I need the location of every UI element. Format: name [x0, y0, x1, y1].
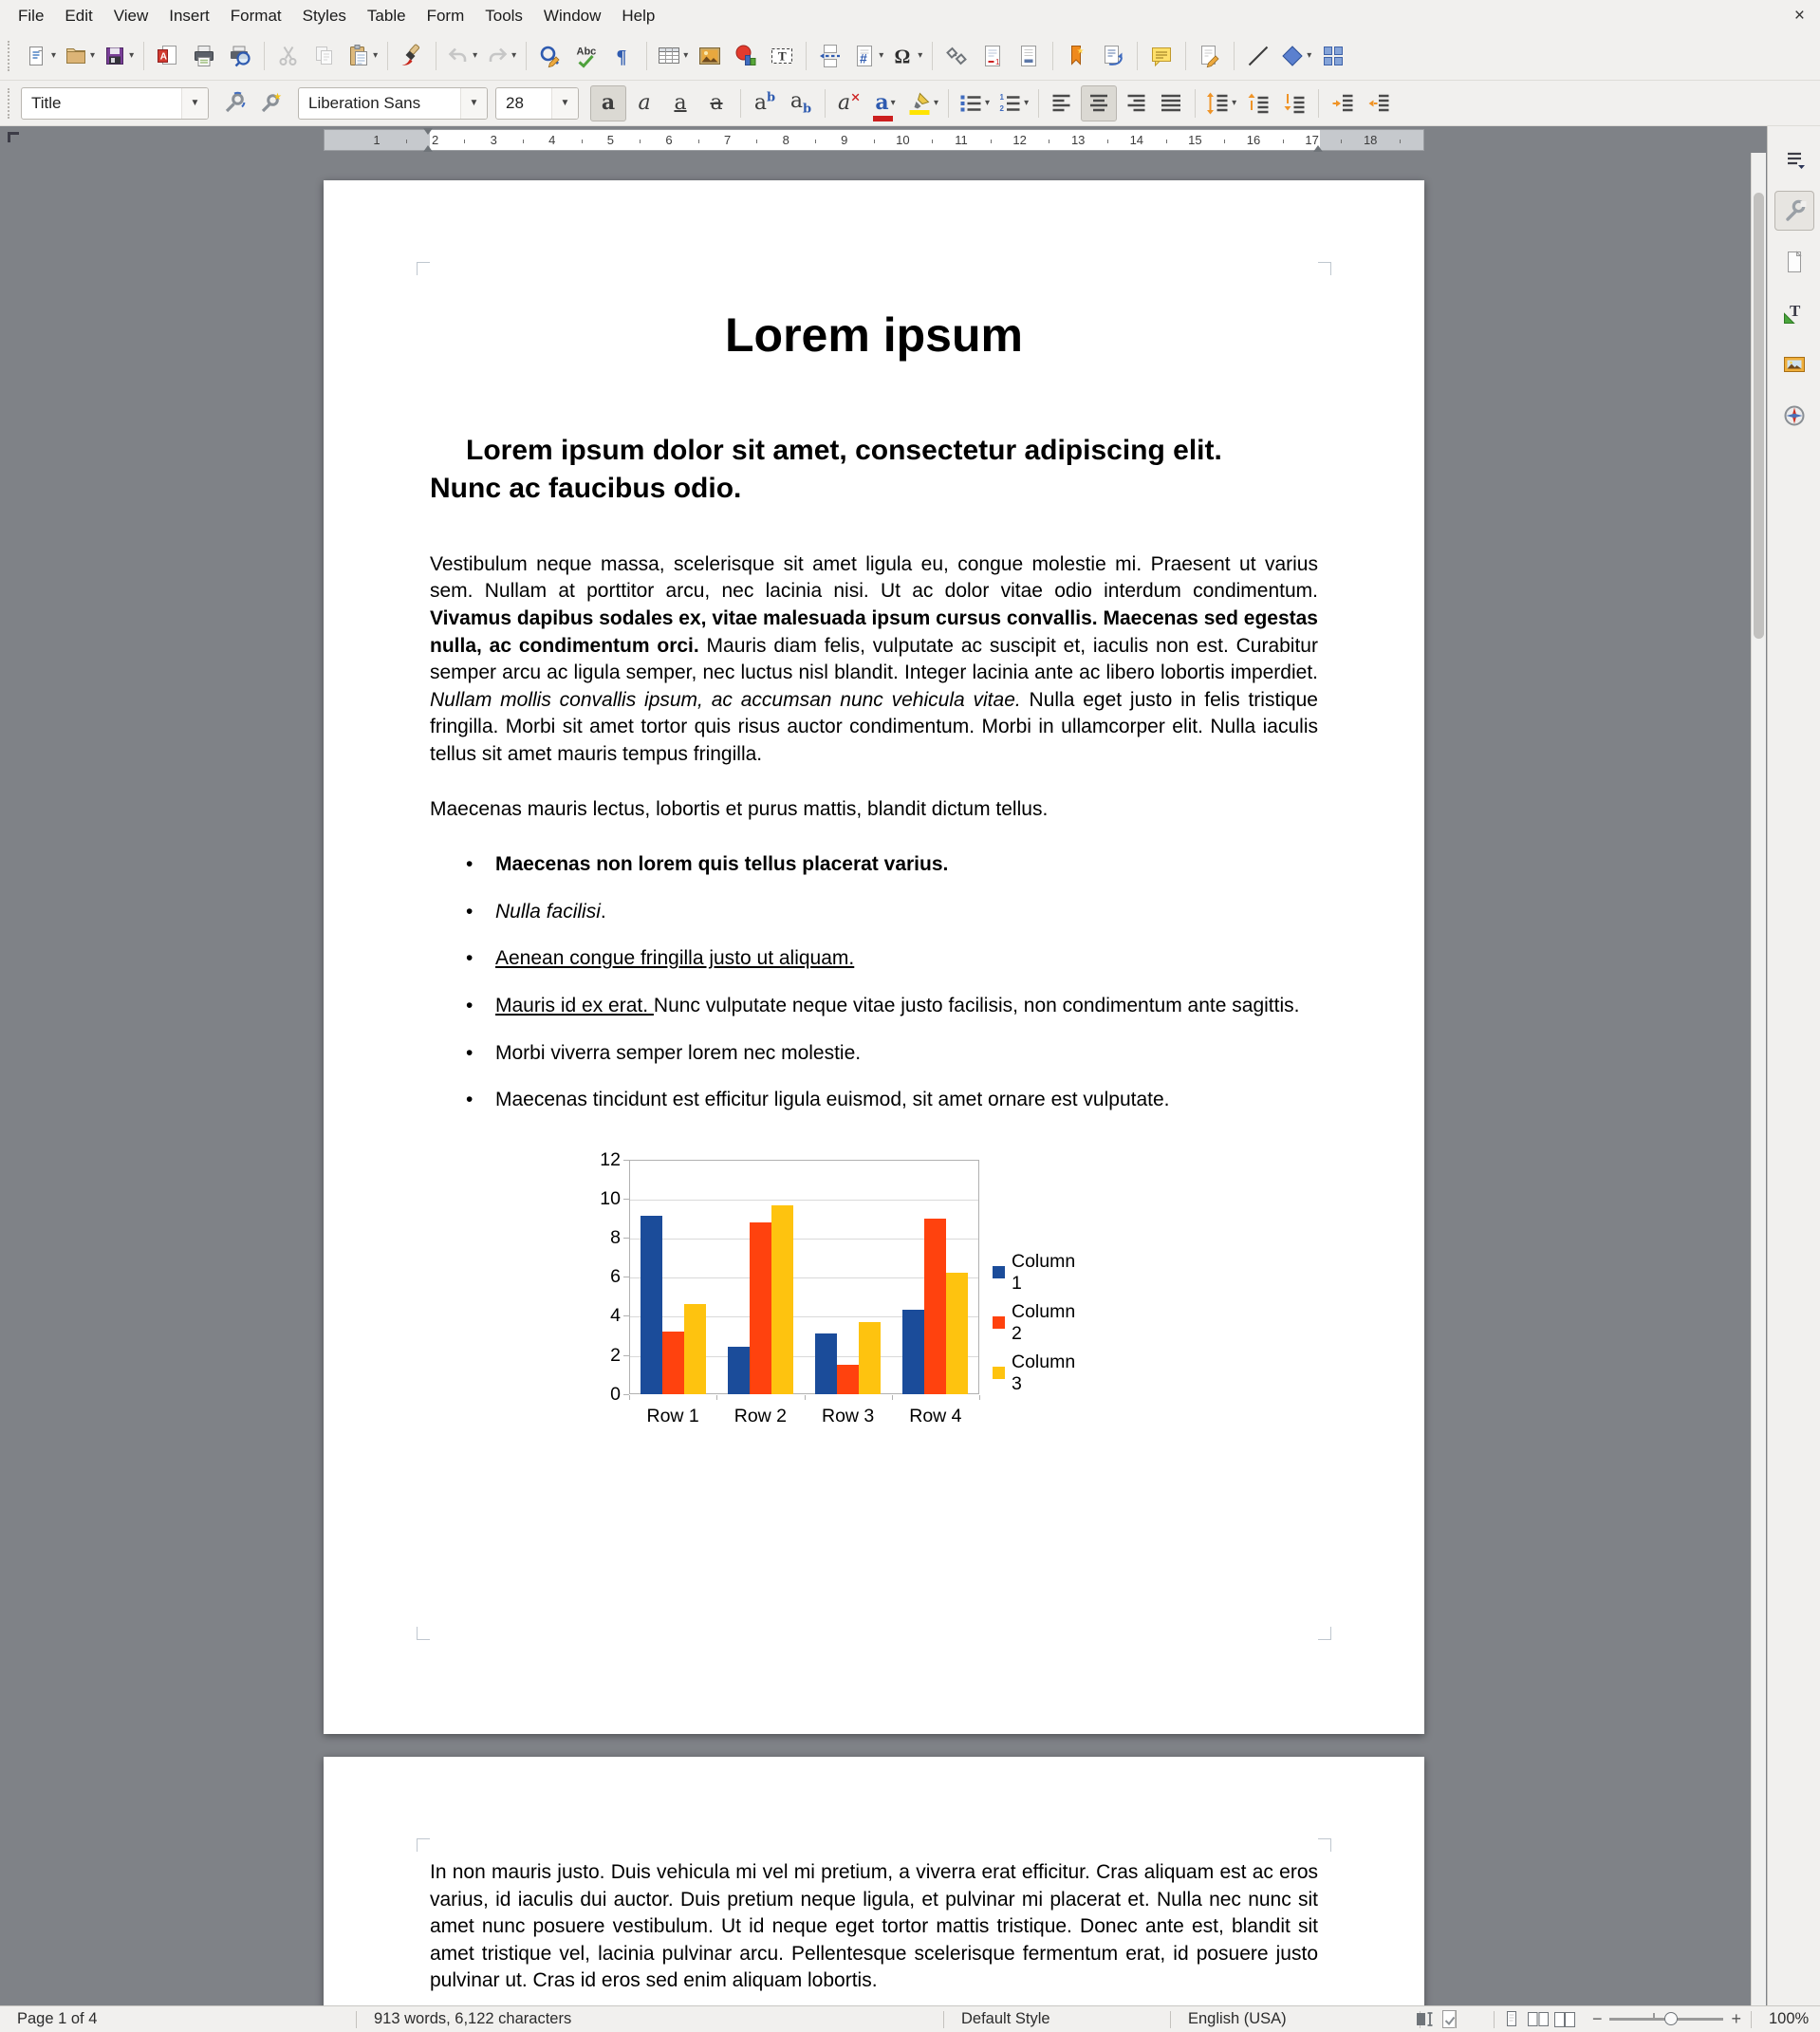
- redo-button[interactable]: [481, 37, 520, 75]
- word-count-status[interactable]: 913 words, 6,122 characters: [374, 2010, 572, 2027]
- insert-text-box-icon: [770, 44, 794, 68]
- strikethrough-icon: a: [710, 90, 723, 115]
- chart-bar: [662, 1332, 684, 1394]
- redo-dropdown-arrow[interactable]: ▾: [511, 50, 517, 61]
- menu-insert[interactable]: Insert: [169, 6, 210, 25]
- document-page-2[interactable]: [324, 1757, 1424, 2005]
- ruler-number: 11: [955, 133, 968, 147]
- highlighting-color-button[interactable]: [903, 85, 942, 121]
- show-draw-functions-button[interactable]: [1315, 37, 1351, 75]
- chart-bar: [902, 1310, 924, 1394]
- insert-bookmark-icon: [1065, 44, 1089, 68]
- undo-icon: [446, 44, 471, 68]
- save-icon: [102, 44, 127, 68]
- menu-file[interactable]: File: [18, 6, 45, 25]
- clear-formatting-button[interactable]: [831, 85, 867, 121]
- ruler-number: 3: [490, 133, 497, 147]
- chart-bar: [837, 1365, 859, 1394]
- chart-bar: [946, 1273, 968, 1394]
- book-view-icon[interactable]: [1552, 2007, 1577, 2032]
- menu-styles[interactable]: Styles: [302, 6, 346, 25]
- legend-entry: Column 3: [993, 1352, 1089, 1395]
- chevron-down-icon[interactable]: ▼: [460, 88, 487, 119]
- bold-button[interactable]: [590, 85, 626, 121]
- spelling-icon: [574, 44, 599, 68]
- strikethrough-button[interactable]: [698, 85, 734, 121]
- first-line-indent-marker[interactable]: [423, 128, 433, 140]
- ruler-number: 15: [1188, 133, 1202, 147]
- insert-bookmark-button[interactable]: [1059, 37, 1095, 75]
- show-draw-functions-icon: [1321, 44, 1346, 68]
- legend-entry: Column 1: [993, 1251, 1089, 1295]
- insert-text-box-button[interactable]: [764, 37, 800, 75]
- sidebar-properties-button[interactable]: [1774, 191, 1814, 231]
- paragraph-style-combo[interactable]: [21, 87, 209, 120]
- paragraph-style-value: Title: [31, 93, 62, 112]
- print-preview-button[interactable]: [222, 37, 258, 75]
- new-document-icon: [25, 44, 49, 68]
- basic-shapes-icon: [1280, 44, 1305, 68]
- svg-text:2: 2: [999, 103, 1005, 113]
- zoom-slider[interactable]: [1592, 2009, 1741, 2029]
- increase-paragraph-spacing-button[interactable]: [1240, 85, 1276, 121]
- unordered-list-button[interactable]: [955, 85, 994, 121]
- undo-button[interactable]: [442, 37, 481, 75]
- paragraph-1[interactable]: Vestibulum neque massa, scelerisque sit amet ligula eu, congue molestie mi. Praesent ut varius sem. Nullam at porttitor arcu, nec lacinia nisi. Ut ac dolor vitae odio interdum condimentum. Vivamus dapibus sodales ex, vitae malesuada ipsum cursus convallis. Maecenas sed egestas nulla, ac condimentum orci. Mauris diam felis, vulputate ac suscipit et, iaculis non est. Curabitur semper arcu ac ligula semper, nec luctus nisl blandit. Integer lacinia ante ac libero lobortis imperdiet. Nullam mollis convallis ipsum, ac accumsan nunc vehicula vitae. Nulla eget justo in felis tristique fringilla. Morbi sit amet tortor quis risus auctor condimentum. Morbi in ullamcorper elit. Nulla iaculis tellus sit amet mauris tempus fringilla.: [430, 552, 1318, 766]
- list-item[interactable]: • Nulla facilisi.: [430, 899, 1318, 926]
- gallery-icon: [1782, 352, 1807, 377]
- styles-icon: [1782, 301, 1807, 326]
- decrease-paragraph-spacing-button[interactable]: [1276, 85, 1312, 121]
- open-dropdown-arrow[interactable]: ▾: [90, 50, 96, 61]
- insert-field-button[interactable]: [848, 37, 887, 75]
- menu-format[interactable]: Format: [230, 6, 282, 25]
- print-direct-button[interactable]: [186, 37, 222, 75]
- new-style-icon: [258, 91, 283, 116]
- ordered-list-dropdown-arrow[interactable]: ▾: [1024, 98, 1030, 108]
- svg-text:¶: ¶: [616, 46, 627, 67]
- font-color-icon: a: [875, 92, 888, 114]
- italic-button[interactable]: [626, 85, 662, 121]
- zoom-level-status[interactable]: 100%: [1769, 2010, 1810, 2027]
- track-changes-button[interactable]: [1192, 37, 1228, 75]
- insert-special-character-dropdown-arrow[interactable]: ▾: [918, 50, 923, 61]
- right-indent-marker[interactable]: [1313, 140, 1323, 152]
- list-item[interactable]: • Maecenas tincidunt est efficitur ligula euismod, sit amet ornare est vulputate.: [430, 1087, 1318, 1114]
- paragraph-2[interactable]: Maecenas mauris lectus, lobortis et purus mattis, blandit dictum tellus.: [430, 797, 1049, 820]
- insert-image-icon: [697, 44, 722, 68]
- unordered-list-dropdown-arrow[interactable]: ▾: [985, 98, 991, 108]
- line-spacing-button[interactable]: [1201, 85, 1240, 121]
- new-document-dropdown-arrow[interactable]: ▾: [51, 50, 57, 61]
- menu-edit[interactable]: Edit: [65, 6, 93, 25]
- decrease-paragraph-spacing-icon: [1282, 91, 1307, 116]
- insert-comment-icon: [1149, 44, 1174, 68]
- toolbar-drag-handle[interactable]: [8, 88, 13, 119]
- font-size-value: 28: [506, 93, 524, 112]
- chart-bar: [728, 1347, 750, 1393]
- update-style-icon: [222, 91, 247, 116]
- menu-window[interactable]: Window: [543, 6, 602, 25]
- new-document-button[interactable]: [21, 37, 60, 75]
- chart-y-tick-label: 4: [610, 1305, 621, 1327]
- document-title[interactable]: Lorem ipsum: [725, 308, 1023, 362]
- insert-footnote-icon: [980, 44, 1005, 68]
- sidebar-page-button[interactable]: [1774, 242, 1814, 282]
- save-dropdown-arrow[interactable]: ▾: [129, 50, 135, 61]
- navigator-icon: [1782, 403, 1807, 428]
- svg-text:Abc: Abc: [576, 46, 597, 57]
- spelling-button[interactable]: [568, 37, 604, 75]
- list-item[interactable]: • Mauris id ex erat. Nunc vulputate neque vitae justo facilisis, non condimentum ante sagittis.: [430, 993, 1318, 1020]
- svg-text:T: T: [778, 48, 787, 63]
- ruler-number: 2: [431, 133, 439, 147]
- menu-form[interactable]: Form: [426, 6, 465, 25]
- ordered-list-icon: [997, 91, 1022, 116]
- ruler-number: 16: [1246, 133, 1261, 147]
- insert-endnote-button[interactable]: [1011, 37, 1047, 75]
- ruler-number: 4: [548, 133, 556, 147]
- formatting-marks-button[interactable]: [604, 37, 641, 75]
- insert-cross-reference-icon: [1101, 44, 1125, 68]
- align-center-button[interactable]: [1081, 85, 1117, 121]
- chart-y-tick-label: 12: [600, 1148, 621, 1170]
- insert-table-icon: [657, 44, 681, 68]
- ruler-number: 13: [1070, 133, 1086, 147]
- digital-signature-icon[interactable]: [1438, 2007, 1462, 2032]
- increase-indent-button[interactable]: [1325, 85, 1361, 121]
- page2-paragraph[interactable]: In non mauris justo. Duis vehicula mi vel mi pretium, a viverra erat efficitur. Cras aliquam est ac eros varius, id iaculis dui auctor. Duis pretium neque ligula, et pulvinar mi placerat et. Nulla nec nunc sit amet nunc posuere vestibulum. Ut id neque eget tortor mattis tristique. Donec ante est, blandit sit amet tristique vel, lacinia pulvinar arcu. Pellentesque scelerisque fermentum erat, id posuere justo pulvinar ut. Cras id eros sed enim aliquam lobortis.: [430, 1861, 1318, 1992]
- subscript-icon: $a_b$: [789, 88, 812, 117]
- insert-table-dropdown-arrow[interactable]: ▾: [683, 50, 689, 61]
- clone-formatting-button[interactable]: [394, 37, 430, 75]
- new-style-button[interactable]: [252, 85, 288, 121]
- sidebar-sidebar-settings-button[interactable]: [1774, 140, 1814, 179]
- zoom-slider-handle[interactable]: [1664, 2012, 1678, 2025]
- cut-button[interactable]: [270, 37, 306, 75]
- ruler-number: 6: [665, 133, 673, 147]
- track-changes-icon: [1198, 44, 1222, 68]
- subscript-button[interactable]: [783, 85, 819, 121]
- chart-x-tick-label: Row 4: [909, 1405, 962, 1426]
- standard-toolbar: [0, 31, 1820, 81]
- decrease-indent-button[interactable]: [1361, 85, 1397, 121]
- menu-help[interactable]: Help: [622, 6, 656, 25]
- menubar-items: [8, 7, 665, 26]
- chart-y-tick-label: 8: [610, 1227, 621, 1249]
- insert-line-button[interactable]: [1240, 37, 1276, 75]
- font-color-button[interactable]: [867, 85, 903, 121]
- redo-icon: [485, 44, 510, 68]
- page-style-status[interactable]: Default Style: [961, 2010, 1050, 2027]
- insert-field-icon: [852, 44, 877, 68]
- chart[interactable]: [586, 1148, 1089, 1450]
- insert-field-dropdown-arrow[interactable]: ▾: [879, 50, 884, 61]
- chevron-down-icon[interactable]: ▼: [181, 88, 208, 119]
- ruler-number: 9: [841, 133, 848, 147]
- close-document-icon[interactable]: ×: [1793, 5, 1805, 26]
- font-name-combo[interactable]: [298, 87, 488, 120]
- print-direct-icon: [192, 44, 216, 68]
- underline-button[interactable]: [662, 85, 698, 121]
- properties-icon: [1782, 198, 1807, 223]
- bullet-list[interactable]: [430, 851, 1318, 1114]
- multi-page-view-icon[interactable]: [1526, 2007, 1551, 2032]
- svg-text:1: 1: [995, 57, 1000, 66]
- export-pdf-button[interactable]: [150, 37, 186, 75]
- formatting-marks-icon: [610, 44, 635, 68]
- copy-button[interactable]: [306, 37, 343, 75]
- chart-x-tick-label: Row 3: [821, 1405, 875, 1426]
- document-heading[interactable]: Lorem ipsum dolor sit amet, consectetur adipiscing elit. Nunc ac faucibus odio.: [430, 434, 1222, 504]
- document-page-1[interactable]: [324, 180, 1424, 1734]
- clone-formatting-icon: [399, 44, 424, 68]
- insert-hyperlink-button[interactable]: [938, 37, 975, 75]
- left-indent-marker[interactable]: [423, 140, 433, 152]
- sidebar-navigator-button[interactable]: [1774, 396, 1814, 436]
- chart-x-tick-label: Row 1: [646, 1405, 699, 1426]
- undo-dropdown-arrow[interactable]: ▾: [473, 50, 478, 61]
- list-item[interactable]: • Aenean congue fringilla justo ut aliquam.: [430, 945, 1318, 973]
- svg-text:★: ★: [273, 91, 282, 103]
- sidebar-settings-icon: [1782, 147, 1807, 172]
- italic-icon: a: [638, 90, 651, 115]
- justified-icon: [1159, 91, 1183, 116]
- sidebar-gallery-button[interactable]: [1774, 345, 1814, 384]
- basic-shapes-button[interactable]: [1276, 37, 1315, 75]
- highlighting-color-dropdown-arrow[interactable]: ▾: [934, 98, 939, 108]
- toolbar-drag-handle[interactable]: [8, 41, 13, 71]
- page-number-status[interactable]: Page 1 of 4: [17, 2010, 98, 2027]
- paste-button[interactable]: [343, 37, 381, 75]
- ordered-list-button[interactable]: [994, 85, 1032, 121]
- chart-bar: [924, 1219, 946, 1394]
- font-size-combo[interactable]: [495, 87, 579, 120]
- insert-table-button[interactable]: [653, 37, 692, 75]
- ruler-number: 14: [1129, 133, 1144, 147]
- chart-bar: [771, 1205, 793, 1394]
- save-button[interactable]: [99, 37, 138, 75]
- vertical-scrollbar[interactable]: [1751, 153, 1766, 2005]
- insert-page-break-icon: [818, 44, 843, 68]
- chart-x-tick-label: Row 2: [734, 1405, 788, 1426]
- chart-bar: [815, 1333, 837, 1394]
- svg-text:T: T: [1789, 302, 1800, 320]
- bold-icon: a: [601, 90, 616, 115]
- chart-bar: [641, 1216, 662, 1393]
- horizontal-ruler[interactable]: [324, 129, 1424, 151]
- menu-view[interactable]: View: [113, 6, 149, 25]
- document-canvas: [0, 126, 1767, 2005]
- list-item[interactable]: • Maecenas non lorem quis tellus placerat varius.: [430, 851, 1318, 879]
- text-boundary-corner: [417, 1627, 430, 1640]
- svg-text:#: #: [860, 50, 868, 65]
- ruler-number: 12: [1012, 133, 1027, 147]
- ruler-number: 8: [782, 133, 789, 147]
- increase-paragraph-spacing-icon: [1246, 91, 1271, 116]
- cut-icon: [276, 44, 301, 68]
- sidebar: [1767, 126, 1820, 2005]
- export-pdf-icon: [156, 44, 180, 68]
- insert-footnote-button[interactable]: [975, 37, 1011, 75]
- find-and-replace-icon: [538, 44, 563, 68]
- update-style-button[interactable]: [216, 85, 252, 121]
- ruler-number: 5: [606, 133, 615, 147]
- align-right-button[interactable]: [1117, 85, 1153, 121]
- chevron-down-icon[interactable]: ▼: [551, 88, 578, 119]
- highlighting-color-icon: [907, 91, 932, 116]
- zoom-out-icon[interactable]: −: [1591, 2009, 1603, 2028]
- svg-text:★: ★: [1076, 46, 1085, 55]
- ruler-number: 10: [896, 133, 910, 147]
- chart-y-tick-label: 0: [610, 1383, 621, 1405]
- chart-bar: [859, 1322, 881, 1394]
- unordered-list-icon: [958, 91, 983, 116]
- statusbar: [0, 2005, 1820, 2032]
- basic-shapes-dropdown-arrow[interactable]: ▾: [1307, 50, 1312, 61]
- list-item[interactable]: • Morbi viverra semper lorem nec molestie.: [430, 1040, 1318, 1068]
- justified-button[interactable]: [1153, 85, 1189, 121]
- legend-entry: Column 2: [993, 1301, 1089, 1345]
- insert-chart-button[interactable]: [728, 37, 764, 75]
- svg-text:Ω: Ω: [894, 45, 911, 67]
- ruler-number: 7: [723, 133, 732, 147]
- menu-tools[interactable]: Tools: [485, 6, 523, 25]
- page-icon: [1782, 250, 1807, 274]
- line-spacing-icon: [1205, 91, 1230, 116]
- insert-hyperlink-icon: [944, 44, 969, 68]
- align-left-icon: [1050, 91, 1075, 116]
- svg-text:1: 1: [999, 92, 1005, 102]
- menubar: [0, 0, 1820, 31]
- vertical-scrollbar-thumb[interactable]: [1754, 193, 1764, 639]
- decrease-indent-icon: [1366, 91, 1391, 116]
- ruler-number: 17: [1305, 133, 1319, 147]
- chart-y-tick-label: 2: [610, 1344, 621, 1366]
- line-spacing-dropdown-arrow[interactable]: ▾: [1232, 98, 1237, 108]
- text-boundary-corner: [1318, 1627, 1331, 1640]
- chart-legend: [993, 1251, 1089, 1395]
- svg-text:A: A: [159, 51, 168, 62]
- align-left-button[interactable]: [1045, 85, 1081, 121]
- chart-bar: [684, 1304, 706, 1394]
- increase-indent-icon: [1330, 91, 1355, 116]
- insert-line-icon: [1246, 44, 1271, 68]
- font-color-dropdown-arrow[interactable]: ▾: [890, 98, 896, 108]
- formatting-toolbar: [0, 81, 1820, 126]
- print-preview-icon: [228, 44, 252, 68]
- insert-page-break-button[interactable]: [812, 37, 848, 75]
- single-page-view-icon[interactable]: [1499, 2007, 1524, 2032]
- clear-formatting-icon: a×: [837, 90, 862, 116]
- align-right-icon: [1123, 91, 1147, 116]
- insert-comment-button[interactable]: [1143, 37, 1179, 75]
- open-button[interactable]: [60, 37, 99, 75]
- chart-y-tick-label: 6: [610, 1266, 621, 1288]
- paste-icon: [346, 44, 371, 68]
- sidebar-styles-button[interactable]: [1774, 293, 1814, 333]
- insert-cross-reference-button[interactable]: [1095, 37, 1131, 75]
- font-name-value: Liberation Sans: [308, 93, 421, 112]
- insert-special-character-icon: [891, 44, 916, 68]
- language-status[interactable]: English (USA): [1188, 2010, 1287, 2027]
- ruler-number: 18: [1363, 133, 1378, 147]
- overwrite-mode-icon[interactable]: [1413, 2007, 1438, 2032]
- insert-special-character-button[interactable]: [887, 37, 926, 75]
- insert-image-button[interactable]: [692, 37, 728, 75]
- menu-table[interactable]: Table: [366, 6, 406, 25]
- open-icon: [64, 44, 88, 68]
- insert-chart-icon: [734, 44, 758, 68]
- chart-y-tick-label: 10: [600, 1187, 621, 1209]
- zoom-in-icon[interactable]: +: [1731, 2009, 1741, 2028]
- ruler-number: 1: [373, 133, 381, 147]
- chart-bar: [750, 1222, 771, 1394]
- align-center-icon: [1086, 91, 1111, 116]
- find-and-replace-button[interactable]: [532, 37, 568, 75]
- paste-dropdown-arrow[interactable]: ▾: [373, 50, 379, 61]
- underline-icon: a: [674, 90, 687, 115]
- superscript-button[interactable]: [747, 85, 783, 121]
- insert-endnote-icon: [1016, 44, 1041, 68]
- tab-stop-selector-icon[interactable]: [8, 132, 19, 142]
- superscript-icon: $a^b$: [753, 90, 776, 116]
- copy-icon: [312, 44, 337, 68]
